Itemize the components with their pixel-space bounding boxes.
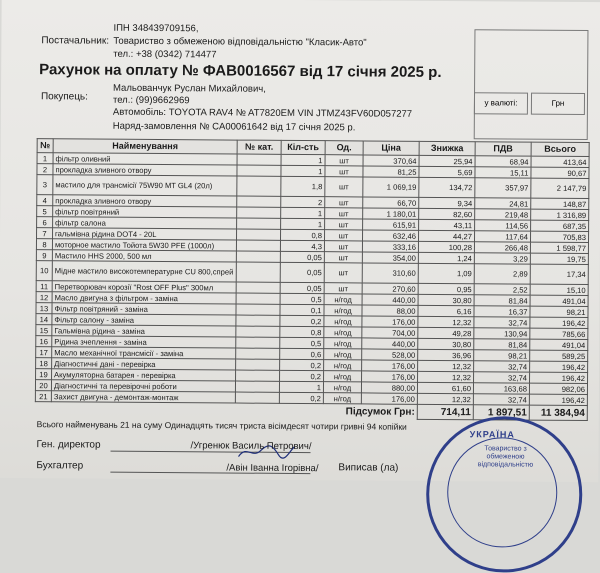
item-name: Рідина зчеплення - заміна <box>52 336 236 348</box>
item-quantity: 1 <box>281 165 325 176</box>
item-total: 2 147,79 <box>531 178 589 198</box>
item-discount: 30,80 <box>418 338 474 349</box>
col-header-total: Всього <box>531 142 589 156</box>
item-unit: н/год <box>324 327 362 338</box>
item-quantity: 0,2 <box>280 315 324 326</box>
item-total: 589,25 <box>530 350 588 361</box>
col-header-catalog: № кат. <box>237 140 281 154</box>
row-number: 16 <box>36 336 52 347</box>
item-unit: н/год <box>324 349 362 360</box>
item-discount: 1,24 <box>418 252 474 263</box>
item-discount: 12,32 <box>418 360 474 371</box>
item-discount: 0,95 <box>418 283 474 294</box>
row-number: 17 <box>36 347 52 358</box>
col-header-price: Ціна <box>363 141 419 155</box>
item-quantity: 0,2 <box>279 392 323 403</box>
row-number: 8 <box>36 239 52 250</box>
item-total: 196,42 <box>529 394 587 405</box>
accountant-name: /Авін Іванна Ігорівна/ <box>226 462 319 475</box>
item-name: Мідне мастило високотемпературне CU 800,спрей <box>52 261 236 282</box>
item-name: Перетворювач корозії "Rost OFF Plus" 300мл <box>52 281 236 293</box>
item-quantity: 0,8 <box>280 229 324 240</box>
item-price: 81,25 <box>363 166 419 177</box>
item-name: Фільтр повітряний - заміна <box>52 303 236 315</box>
row-number: 12 <box>36 292 52 303</box>
item-catalog <box>236 370 280 381</box>
item-vat: 81,84 <box>474 295 530 306</box>
item-total: 196,42 <box>530 372 588 383</box>
item-vat: 81,84 <box>474 339 530 350</box>
stamp-country: УКРАЇНА <box>469 429 515 440</box>
amount-in-words: Всього найменувань 21 на суму Одинадцять тисяч триста вісімдесят чотири гривні 94 копійки <box>36 419 407 432</box>
item-name: Мастило HHS 2000, 500 мл <box>52 250 236 262</box>
item-catalog <box>237 207 281 218</box>
supplier-label: Постачальник: <box>41 35 110 47</box>
totals-label: Підсумок Грн: <box>345 406 415 418</box>
item-vat: 163,68 <box>473 383 529 394</box>
item-quantity: 2 <box>281 196 325 207</box>
item-quantity: 0,5 <box>280 337 324 348</box>
item-catalog <box>237 176 281 196</box>
item-name: Масло двигуна з фільтром - заміна <box>52 292 236 304</box>
item-name: фільтр повітряний <box>53 206 237 218</box>
item-total: 17,34 <box>530 264 588 284</box>
totals-total: 11 384,94 <box>529 405 587 420</box>
item-total: 785,66 <box>530 328 588 339</box>
item-catalog <box>235 381 279 392</box>
item-catalog <box>236 293 280 304</box>
supplier-tax-id: ІПН 348439709156, <box>113 22 199 35</box>
item-discount: 25,94 <box>419 155 475 166</box>
item-name: Фільтр салону - заміна <box>52 314 236 326</box>
item-price: 1 069,19 <box>363 177 419 197</box>
col-header-quantity: Кіл-сть <box>281 140 325 154</box>
item-price: 528,00 <box>362 349 418 360</box>
item-name: Діагностичні та перевірочні роботи <box>51 380 235 392</box>
item-unit: шт <box>325 197 363 208</box>
item-quantity: 1 <box>281 207 325 218</box>
item-total: 491,04 <box>530 339 588 350</box>
supplier-phone: тел.: +38 (0342) 714477 <box>113 48 217 61</box>
item-discount: 134,72 <box>419 177 475 197</box>
item-total: 413,64 <box>531 156 589 167</box>
item-discount: 12,32 <box>418 316 474 327</box>
row-number: 4 <box>37 195 53 206</box>
item-name: гальмівна рідина DOT4 - 20L <box>53 228 237 240</box>
buyer-car: Автомобіль: TOYOTA RAV4 № AT7820EM VIN JTMZ43FV60D057277 <box>112 106 413 120</box>
col-header-unit: Од. <box>325 141 363 155</box>
item-name: мастило для трансмісії 75W90 MT GL4 (20л) <box>53 175 237 196</box>
item-discount: 30,80 <box>418 294 474 305</box>
order-reference: Наряд-замовлення № CA00061642 від 17 січня 2025 р. <box>112 120 356 134</box>
item-catalog <box>236 315 280 326</box>
item-total: 196,42 <box>530 361 588 372</box>
item-vat: 32,74 <box>474 317 530 328</box>
item-quantity: 0,2 <box>280 359 324 370</box>
item-price: 176,00 <box>361 393 417 404</box>
item-catalog <box>236 251 280 262</box>
row-number: 2 <box>37 164 53 175</box>
row-number: 7 <box>37 228 53 239</box>
item-name: Акумуляторна батарея - перевірка <box>52 369 236 381</box>
invoice-title: Рахунок на оплату № ФАВ0016567 від 17 січня 2025 р. <box>39 61 442 81</box>
item-unit: шт <box>325 155 363 166</box>
item-catalog <box>236 337 280 348</box>
totals-vat: 1 897,51 <box>473 405 529 420</box>
item-vat: 2,89 <box>474 264 530 284</box>
company-stamp <box>426 416 583 573</box>
buyer-name: Мальованчук Руслан Михайлович, <box>113 82 266 95</box>
col-header-name: Найменування <box>53 139 237 154</box>
item-price: 176,00 <box>362 360 418 371</box>
item-vat: 2,52 <box>474 284 530 295</box>
item-unit: н/год <box>324 360 362 371</box>
item-total: 982,06 <box>529 383 587 394</box>
item-catalog <box>237 218 281 229</box>
item-price: 440,00 <box>362 294 418 305</box>
row-number: 11 <box>36 281 52 292</box>
item-discount: 61,60 <box>417 382 473 393</box>
item-price: 632,46 <box>362 230 418 241</box>
row-number: 18 <box>36 358 52 369</box>
row-number: 14 <box>36 314 52 325</box>
item-quantity: 0,5 <box>280 293 324 304</box>
buyer-phone: тел.: (99)9662969 <box>112 94 190 107</box>
item-vat: 3,29 <box>474 253 530 264</box>
item-quantity: 0,2 <box>280 370 324 381</box>
item-total: 705,83 <box>530 231 588 242</box>
currency-box <box>474 29 589 140</box>
row-number: 19 <box>36 369 52 380</box>
item-unit: шт <box>324 230 362 241</box>
item-catalog <box>236 326 280 337</box>
row-number: 5 <box>37 206 53 217</box>
item-price: 370,64 <box>363 155 419 166</box>
item-quantity: 0,8 <box>280 326 324 337</box>
item-discount: 36,96 <box>418 349 474 360</box>
row-number: 10 <box>36 261 52 281</box>
item-unit: н/год <box>323 382 361 393</box>
item-catalog <box>236 282 280 293</box>
item-quantity: 0,05 <box>280 262 324 282</box>
item-price: 615,91 <box>363 219 419 230</box>
issued-by-label: Виписав (ла) <box>338 462 399 474</box>
item-unit: шт <box>324 263 362 283</box>
item-quantity: 0,05 <box>280 251 324 262</box>
item-name: Масло механічної трансмісії - заміна <box>52 347 236 359</box>
buyer-label: Покупець: <box>40 91 88 103</box>
item-catalog <box>235 392 279 403</box>
item-vat: 68,94 <box>475 156 531 167</box>
item-total: 1 316,89 <box>531 209 589 220</box>
item-unit: шт <box>325 208 363 219</box>
item-vat: 32,74 <box>474 372 530 383</box>
currency-value: Грн <box>531 93 585 115</box>
item-discount: 9,34 <box>419 197 475 208</box>
item-unit: шт <box>325 177 363 197</box>
item-unit: н/год <box>324 338 362 349</box>
item-total: 687,35 <box>531 220 589 231</box>
row-number: 1 <box>37 153 53 164</box>
item-catalog <box>236 240 280 251</box>
item-name: Діагностичні дані - перевірка <box>52 358 236 370</box>
item-quantity: 1 <box>279 381 323 392</box>
item-vat: 357,97 <box>475 178 531 198</box>
col-header-discount: Знижка <box>419 141 475 155</box>
item-vat: 24,81 <box>475 198 531 209</box>
item-vat: 114,56 <box>475 220 531 231</box>
item-discount: 43,11 <box>419 219 475 230</box>
item-price: 88,00 <box>362 305 418 316</box>
item-price: 176,00 <box>362 371 418 382</box>
item-total: 19,75 <box>530 253 588 264</box>
item-total: 90,67 <box>531 167 589 178</box>
item-vat: 117,64 <box>474 231 530 242</box>
item-unit: н/год <box>324 371 362 382</box>
item-catalog <box>236 304 280 315</box>
items-table <box>35 138 590 421</box>
item-discount: 5,69 <box>419 166 475 177</box>
item-price: 440,00 <box>362 338 418 349</box>
item-unit: н/год <box>324 316 362 327</box>
item-unit: н/год <box>323 393 361 404</box>
director-label: Ген. директор <box>36 439 101 451</box>
item-catalog <box>236 348 280 359</box>
item-catalog <box>236 359 280 370</box>
item-unit: шт <box>325 219 363 230</box>
item-quantity: 1 <box>281 218 325 229</box>
item-catalog <box>236 229 280 240</box>
item-price: 310,60 <box>362 263 418 283</box>
item-total: 148,87 <box>531 198 589 209</box>
row-number: 9 <box>36 250 52 261</box>
item-vat: 32,74 <box>473 394 529 405</box>
item-vat: 130,94 <box>474 328 530 339</box>
row-number: 20 <box>35 380 51 391</box>
item-discount: 100,28 <box>418 241 474 252</box>
item-quantity: 4,3 <box>280 240 324 251</box>
item-price: 354,00 <box>362 252 418 263</box>
item-quantity: 1,8 <box>281 176 325 196</box>
item-name: фільтр салона <box>53 217 237 229</box>
item-total: 1 598,77 <box>530 242 588 253</box>
item-price: 176,00 <box>362 316 418 327</box>
item-name: Гальмівна рідина - заміна <box>52 325 236 337</box>
row-number: 13 <box>36 303 52 314</box>
item-catalog <box>237 196 281 207</box>
item-vat: 15,11 <box>475 167 531 178</box>
row-number: 21 <box>35 391 51 402</box>
item-total: 98,21 <box>530 306 588 317</box>
item-vat: 266,48 <box>474 242 530 253</box>
row-number: 6 <box>37 217 53 228</box>
item-unit: н/год <box>324 305 362 316</box>
item-catalog <box>237 154 281 165</box>
item-discount: 1,09 <box>418 263 474 283</box>
director-name: /Угренюк Василь Петрович/ <box>190 440 312 453</box>
item-vat: 98,21 <box>474 350 530 361</box>
totals-discount: 714,11 <box>417 404 473 419</box>
row-number: 3 <box>37 175 53 195</box>
item-quantity: 0,6 <box>280 348 324 359</box>
item-unit: шт <box>325 166 363 177</box>
col-header-number: № <box>37 139 53 153</box>
item-discount: 6,16 <box>418 305 474 316</box>
item-unit: шт <box>324 252 362 263</box>
item-name: моторное мастило Тойота 5W30 PFE (1000л) <box>52 239 236 251</box>
item-discount: 44,27 <box>418 230 474 241</box>
stamp-text: Товариство з обмеженою відповідальністю <box>477 445 534 469</box>
item-price: 704,00 <box>362 327 418 338</box>
item-discount: 12,32 <box>418 371 474 382</box>
item-price: 333,16 <box>362 241 418 252</box>
currency-label: у валюті: <box>474 92 528 114</box>
row-number: 15 <box>36 325 52 336</box>
item-name: Захист двигуна - демонтаж-монтаж <box>51 391 235 403</box>
item-name: прокладка зливного отвору <box>53 195 237 207</box>
item-price: 1 180,01 <box>363 208 419 219</box>
item-quantity: 1 <box>281 154 325 165</box>
item-discount: 49,28 <box>418 327 474 338</box>
accountant-label: Бухгалтер <box>36 460 84 472</box>
item-unit: шт <box>324 241 362 252</box>
item-price: 270,60 <box>362 283 418 294</box>
item-name: фільтр оливний <box>53 153 237 165</box>
item-total: 15,10 <box>530 284 588 295</box>
item-vat: 16,37 <box>474 306 530 317</box>
item-quantity: 0,1 <box>280 304 324 315</box>
item-catalog <box>236 262 280 282</box>
item-discount: 12,32 <box>417 393 473 404</box>
item-total: 491,04 <box>530 295 588 306</box>
item-vat: 219,48 <box>475 209 531 220</box>
item-unit: шт <box>324 283 362 294</box>
item-quantity: 0,05 <box>280 282 324 293</box>
item-price: 66,70 <box>363 197 419 208</box>
item-name: прокладка зливного отвору <box>53 164 237 176</box>
item-catalog <box>237 165 281 176</box>
supplier-name: Товариство з обмеженою відповідальністю "Класик-Авто" <box>113 35 367 49</box>
item-discount: 82,60 <box>419 208 475 219</box>
col-header-vat: ПДВ <box>475 142 531 156</box>
item-vat: 32,74 <box>474 361 530 372</box>
item-price: 880,00 <box>361 382 417 393</box>
item-total: 196,42 <box>530 317 588 328</box>
item-unit: н/год <box>324 294 362 305</box>
